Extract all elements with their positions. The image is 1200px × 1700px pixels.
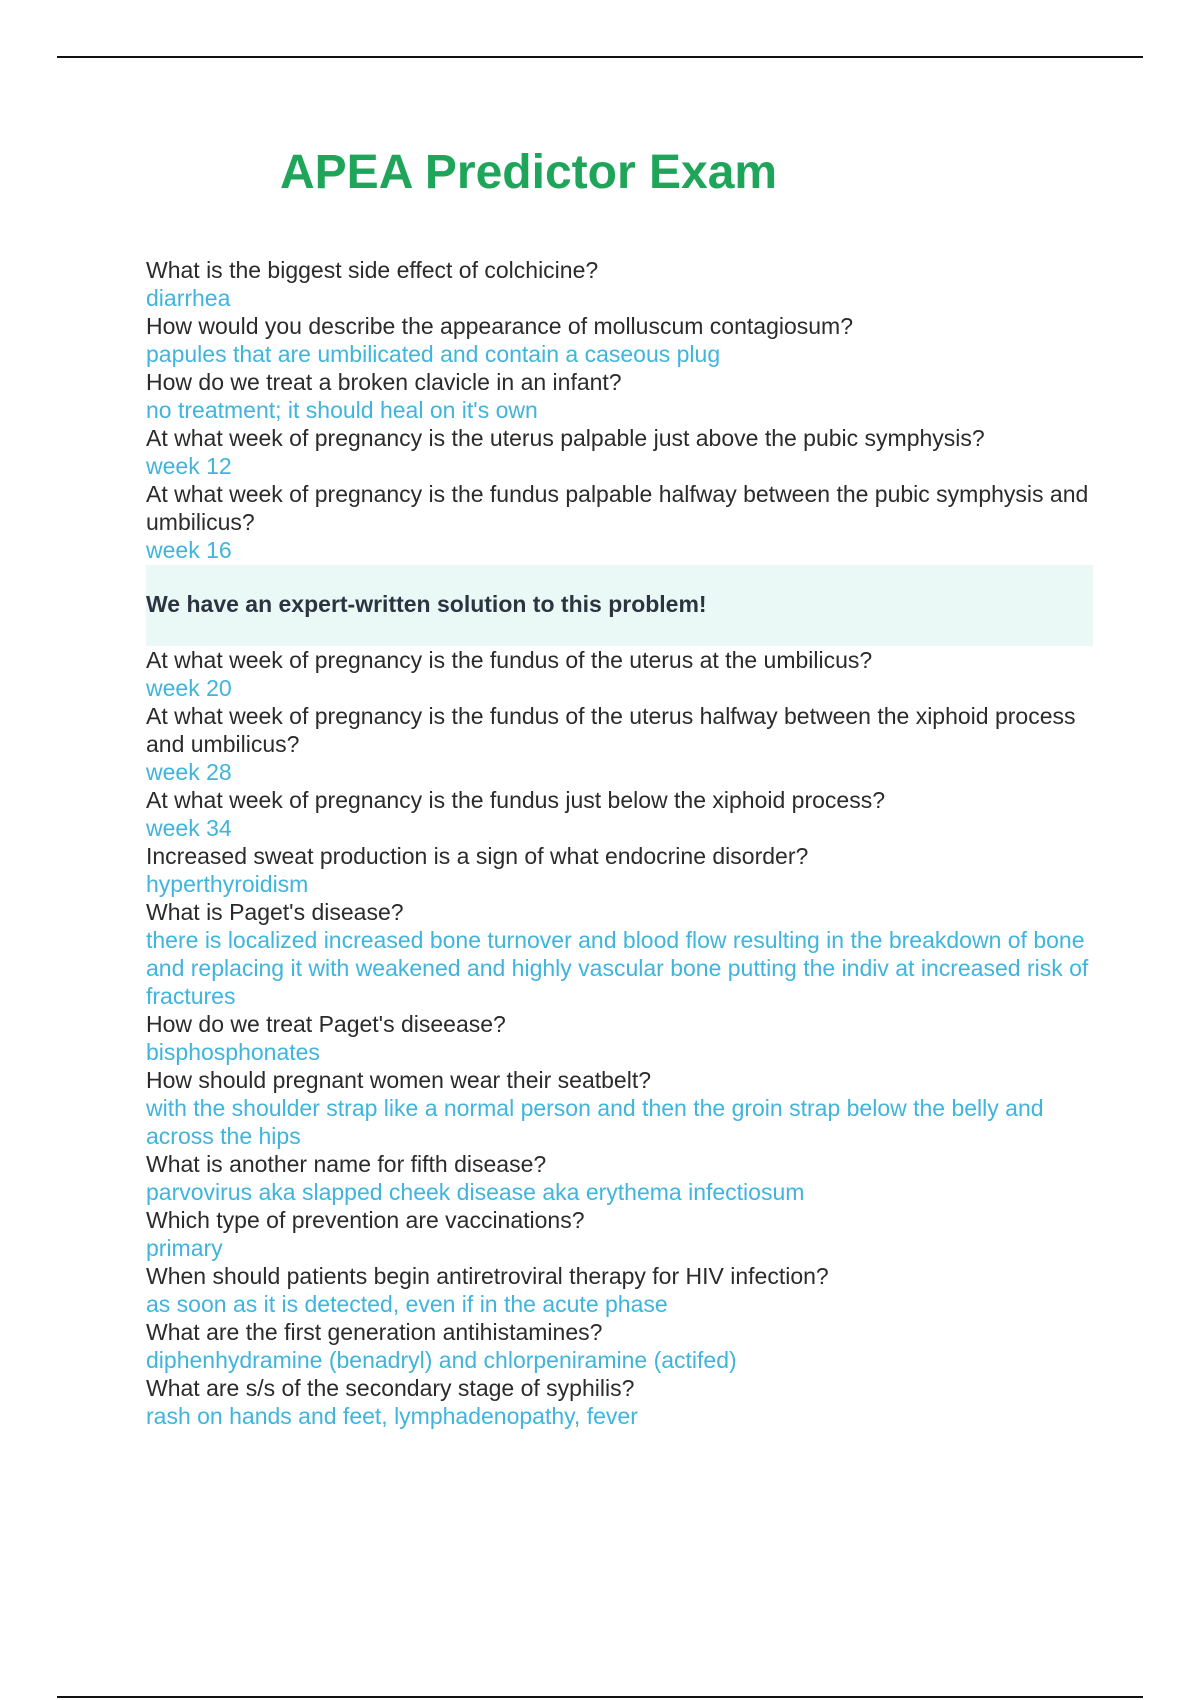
answer: bisphosphonates	[146, 1039, 320, 1065]
question: How should pregnant women wear their seatbelt?	[146, 1067, 652, 1093]
answer: papules that are umbilicated and contain a caseous plug	[146, 341, 721, 367]
page-title: APEA Predictor Exam	[280, 146, 778, 199]
question: When should patients begin antiretroviral therapy for HIV infection?	[146, 1263, 829, 1289]
answer: with the shoulder strap like a normal person and then the groin strap below the belly and across the hips	[146, 1095, 1044, 1149]
answer: week 28	[146, 759, 232, 785]
answer: diarrhea	[146, 285, 231, 311]
question: Which type of prevention are vaccinations?	[146, 1207, 585, 1233]
answer: week 12	[146, 453, 232, 479]
question: At what week of pregnancy is the uterus palpable just above the pubic symphysis?	[146, 425, 985, 451]
answer: diphenhydramine (benadryl) and chlorpeniramine (actifed)	[146, 1347, 737, 1373]
answer: parvovirus aka slapped cheek disease aka erythema infectiosum	[146, 1179, 805, 1205]
question: At what week of pregnancy is the fundus of the uterus halfway between the xiphoid process and umbilicus?	[146, 703, 1076, 757]
answer: week 34	[146, 815, 232, 841]
question: How do we treat Paget's diseease?	[146, 1011, 506, 1037]
question: Increased sweat production is a sign of what endocrine disorder?	[146, 843, 809, 869]
solution-banner-text: We have an expert-written solution to this problem!	[146, 591, 707, 617]
qa-list-part1	[146, 256, 1096, 564]
question: What are s/s of the secondary stage of syphilis?	[146, 1375, 635, 1401]
question: How would you describe the appearance of molluscum contagiosum?	[146, 313, 854, 339]
bottom-rule	[57, 1696, 1143, 1698]
answer: no treatment; it should heal on it's own	[146, 397, 538, 423]
qa-list-part2	[146, 646, 1096, 1430]
answer: as soon as it is detected, even if in the acute phase	[146, 1291, 668, 1317]
answer: week 16	[146, 537, 232, 563]
question: At what week of pregnancy is the fundus palpable halfway between the pubic symphysis and umbilicus?	[146, 481, 1089, 535]
answer: hyperthyroidism	[146, 871, 309, 897]
question: What is Paget's disease?	[146, 899, 404, 925]
question: What is another name for fifth disease?	[146, 1151, 547, 1177]
answer: rash on hands and feet, lymphadenopathy, fever	[146, 1403, 638, 1429]
question: At what week of pregnancy is the fundus just below the xiphoid process?	[146, 787, 885, 813]
solution-banner[interactable]	[146, 565, 1093, 646]
answer: there is localized increased bone turnover and blood flow resulting in the breakdown of bone and replacing it with weakened and highly vascular bone putting the indiv at increased risk of fractures	[146, 927, 1089, 1009]
answer: week 20	[146, 675, 232, 701]
question: What is the biggest side effect of colchicine?	[146, 257, 599, 283]
question: How do we treat a broken clavicle in an infant?	[146, 369, 622, 395]
answer: primary	[146, 1235, 223, 1261]
question: What are the first generation antihistamines?	[146, 1319, 603, 1345]
top-rule	[57, 56, 1143, 58]
question: At what week of pregnancy is the fundus of the uterus at the umbilicus?	[146, 647, 873, 673]
